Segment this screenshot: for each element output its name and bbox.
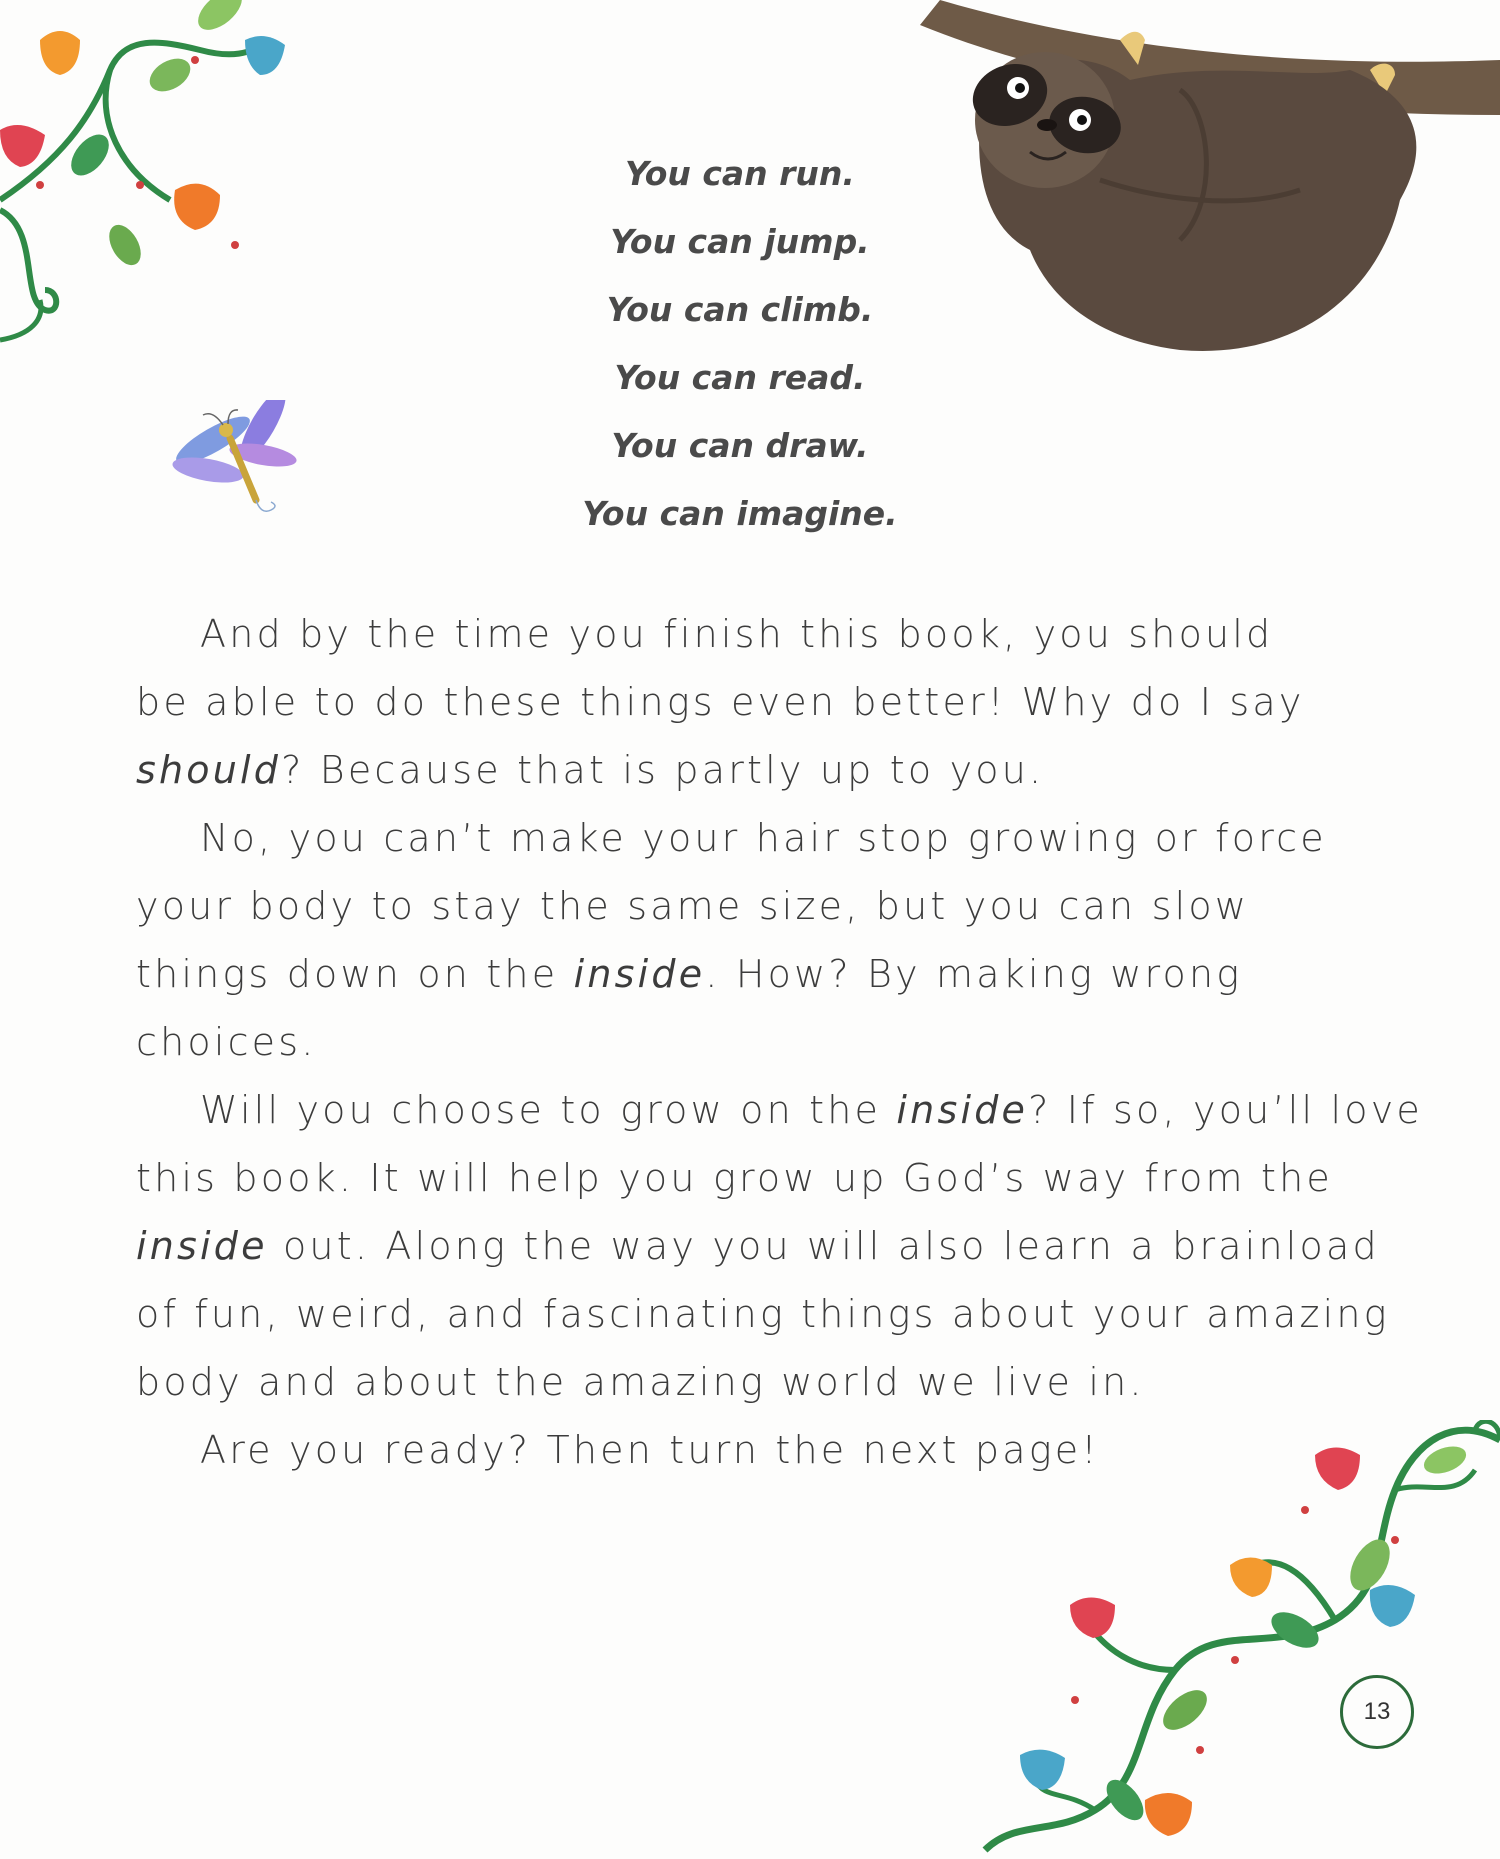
poem-line: You can imagine. [582,494,898,533]
poem [540,140,940,548]
paragraph-2-line-2: your body to stay the same size, but you can slow [136,884,1250,928]
poem-line: You can jump. [610,222,870,261]
flower-vine-top-left [0,0,330,360]
page-number: 13 [1340,1675,1414,1749]
paragraph-3-line-4: of fun, weird, and fascinating things about your amazing [136,1292,1390,1336]
text-run: things down on the [136,952,574,996]
paragraph-1-line-1: And by the time you finish this book, you should [200,612,1274,656]
poem-line: You can draw. [611,426,869,465]
emphasis-inside: inside [573,952,706,996]
body-text [136,600,1423,1484]
text-run: . How? By making wrong [705,952,1243,996]
paragraph-3-line-5: body and about the amazing world we live in. [136,1360,1145,1404]
paragraph-2-line-1: No, you can’t make your hair stop growing or force [200,816,1327,860]
dragonfly-illustration [168,400,308,530]
emphasis-inside: inside [896,1088,1029,1132]
flower-vine-bottom-right [975,1420,1500,1859]
paragraph-1-line-3 [136,736,1386,804]
emphasis-inside: inside [136,1224,268,1268]
sloth-illustration [880,0,1500,370]
text-run: out. Along the way you will also learn a brainload [267,1224,1380,1268]
poem-line: You can climb. [606,290,874,329]
paragraph-3-line-3 [136,1212,1386,1280]
paragraph-2-line-3 [136,940,1386,1008]
text-run: Will you choose to grow on the [200,1088,897,1132]
paragraph-3-line-1 [136,1076,1423,1144]
emphasis-should: should [136,748,282,792]
paragraph-1-line-2: be able to do these things even better! Why do I say [136,680,1305,724]
paragraph-2-line-4: choices. [136,1020,317,1064]
text-run: ? If so, you’ll love [1028,1088,1423,1132]
text-run: ? Because that is partly up to you. [281,748,1045,792]
paragraph-4-line-1: Are you ready? Then turn the next page! [200,1428,1100,1472]
paragraph-3-line-2: this book. It will help you grow up God’s way from the [136,1156,1333,1200]
poem-line: You can run. [625,154,855,193]
poem-line: You can read. [614,358,866,397]
